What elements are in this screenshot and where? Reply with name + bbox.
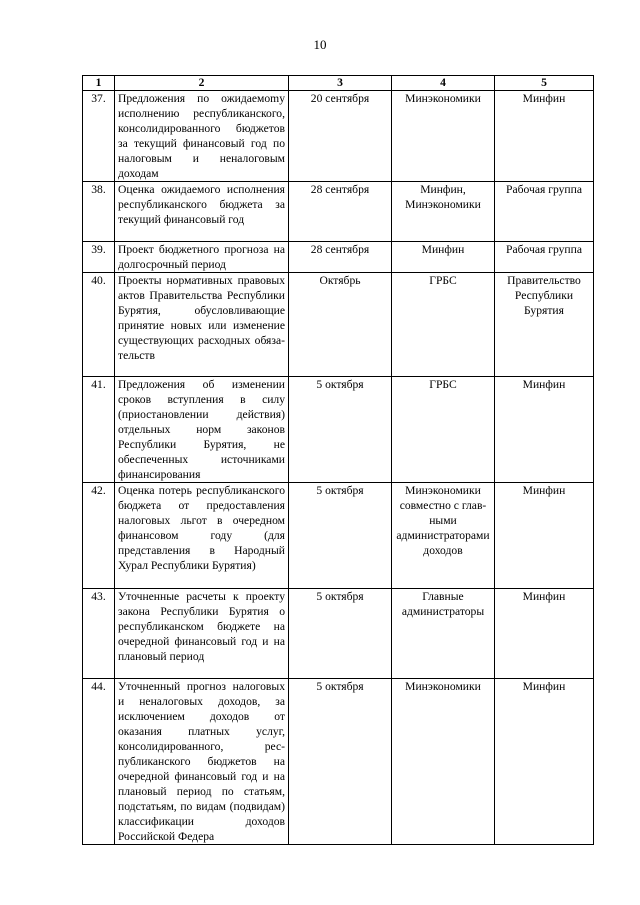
table-row xyxy=(83,242,594,273)
column-header: 1 xyxy=(83,76,115,91)
table-row xyxy=(83,377,594,483)
row-number: 41. xyxy=(83,377,115,483)
row-number: 43. xyxy=(83,589,115,679)
row-number: 38. xyxy=(83,182,115,242)
table-row xyxy=(83,91,594,182)
row-recipient: Рабочая группа xyxy=(495,182,594,242)
row-description: Предложения по ожидаемоmу исполнению республиканского, консолидированного бюджетов за текущий финансовый год по налоговым и неналоговым доходам xyxy=(115,91,289,182)
row-recipient: Минфин xyxy=(495,377,594,483)
row-number: 40. xyxy=(83,273,115,377)
row-responsible: ГРБС xyxy=(392,273,495,377)
row-description: Предложения об изменении сроков вступления в силу (приостановлении действия) отдельных норм законов Республики Бурятия, не обеспеченных источниками финансирования xyxy=(115,377,289,483)
row-number: 42. xyxy=(83,483,115,589)
row-responsible: ГРБС xyxy=(392,377,495,483)
row-number: 37. xyxy=(83,91,115,182)
row-responsible: Минфин, Минэкономики xyxy=(392,182,495,242)
page-number: 10 xyxy=(313,37,327,52)
row-deadline: 5 октября xyxy=(289,679,392,845)
row-responsible: Минэкономики xyxy=(392,91,495,182)
table-row xyxy=(83,483,594,589)
row-responsible: Минэкономики xyxy=(392,679,495,845)
column-header: 3 xyxy=(289,76,392,91)
row-deadline: Октябрь xyxy=(289,273,392,377)
row-recipient: Минфин xyxy=(495,589,594,679)
row-responsible: Минэкономики совместно с главными администраторами доходов xyxy=(392,483,495,589)
row-description: Проект бюджетного прогноза на долгосрочный период xyxy=(115,242,289,273)
column-header: 4 xyxy=(392,76,495,91)
table-row xyxy=(83,679,594,845)
table-row xyxy=(83,589,594,679)
row-deadline: 20 сентября xyxy=(289,91,392,182)
row-description: Проекты нормативных правовых актов Правительства Республики Бурятия, обусловливающие принятие новых или изменение существующих расходных обязательств xyxy=(115,273,289,377)
row-responsible: Минфин xyxy=(392,242,495,273)
row-deadline: 5 октября xyxy=(289,483,392,589)
row-deadline: 28 сентября xyxy=(289,182,392,242)
row-description: Оценка ожидаемого исполнения республиканского бюджета за текущий финансовый год xyxy=(115,182,289,242)
row-recipient: Минфин xyxy=(495,91,594,182)
row-deadline: 5 октября xyxy=(289,589,392,679)
schedule-table xyxy=(82,75,594,845)
row-responsible: Главные администраторы xyxy=(392,589,495,679)
table-row xyxy=(83,273,594,377)
table-header-row xyxy=(83,76,594,91)
row-description: Оценка потерь республиканского бюджета от предоставления налоговых льгот в очередном финансовом году (для представления в Народный Хурал Республики Бурятия) xyxy=(115,483,289,589)
row-number: 44. xyxy=(83,679,115,845)
column-header: 2 xyxy=(115,76,289,91)
row-recipient: Минфин xyxy=(495,679,594,845)
row-recipient: Правительство Республики Бурятия xyxy=(495,273,594,377)
row-description: Уточненные расчеты к проекту закона Республики Бурятия о республиканском бюджете на очередной финансовый год и на плановый период xyxy=(115,589,289,679)
row-deadline: 28 сентября xyxy=(289,242,392,273)
row-description: Уточненный прогноз налоговых и неналоговых доходов, за исключением доходов от оказания платных услуг, консолидированного, республиканского бюджетов на очередной финансовый год и на плановый период по статьям, подстатьям, по видам (подвидам) классификации доходов Российской Федера xyxy=(115,679,289,845)
row-recipient: Минфин xyxy=(495,483,594,589)
column-header: 5 xyxy=(495,76,594,91)
row-deadline: 5 октября xyxy=(289,377,392,483)
table-row xyxy=(83,182,594,242)
row-recipient: Рабочая группа xyxy=(495,242,594,273)
row-number: 39. xyxy=(83,242,115,273)
